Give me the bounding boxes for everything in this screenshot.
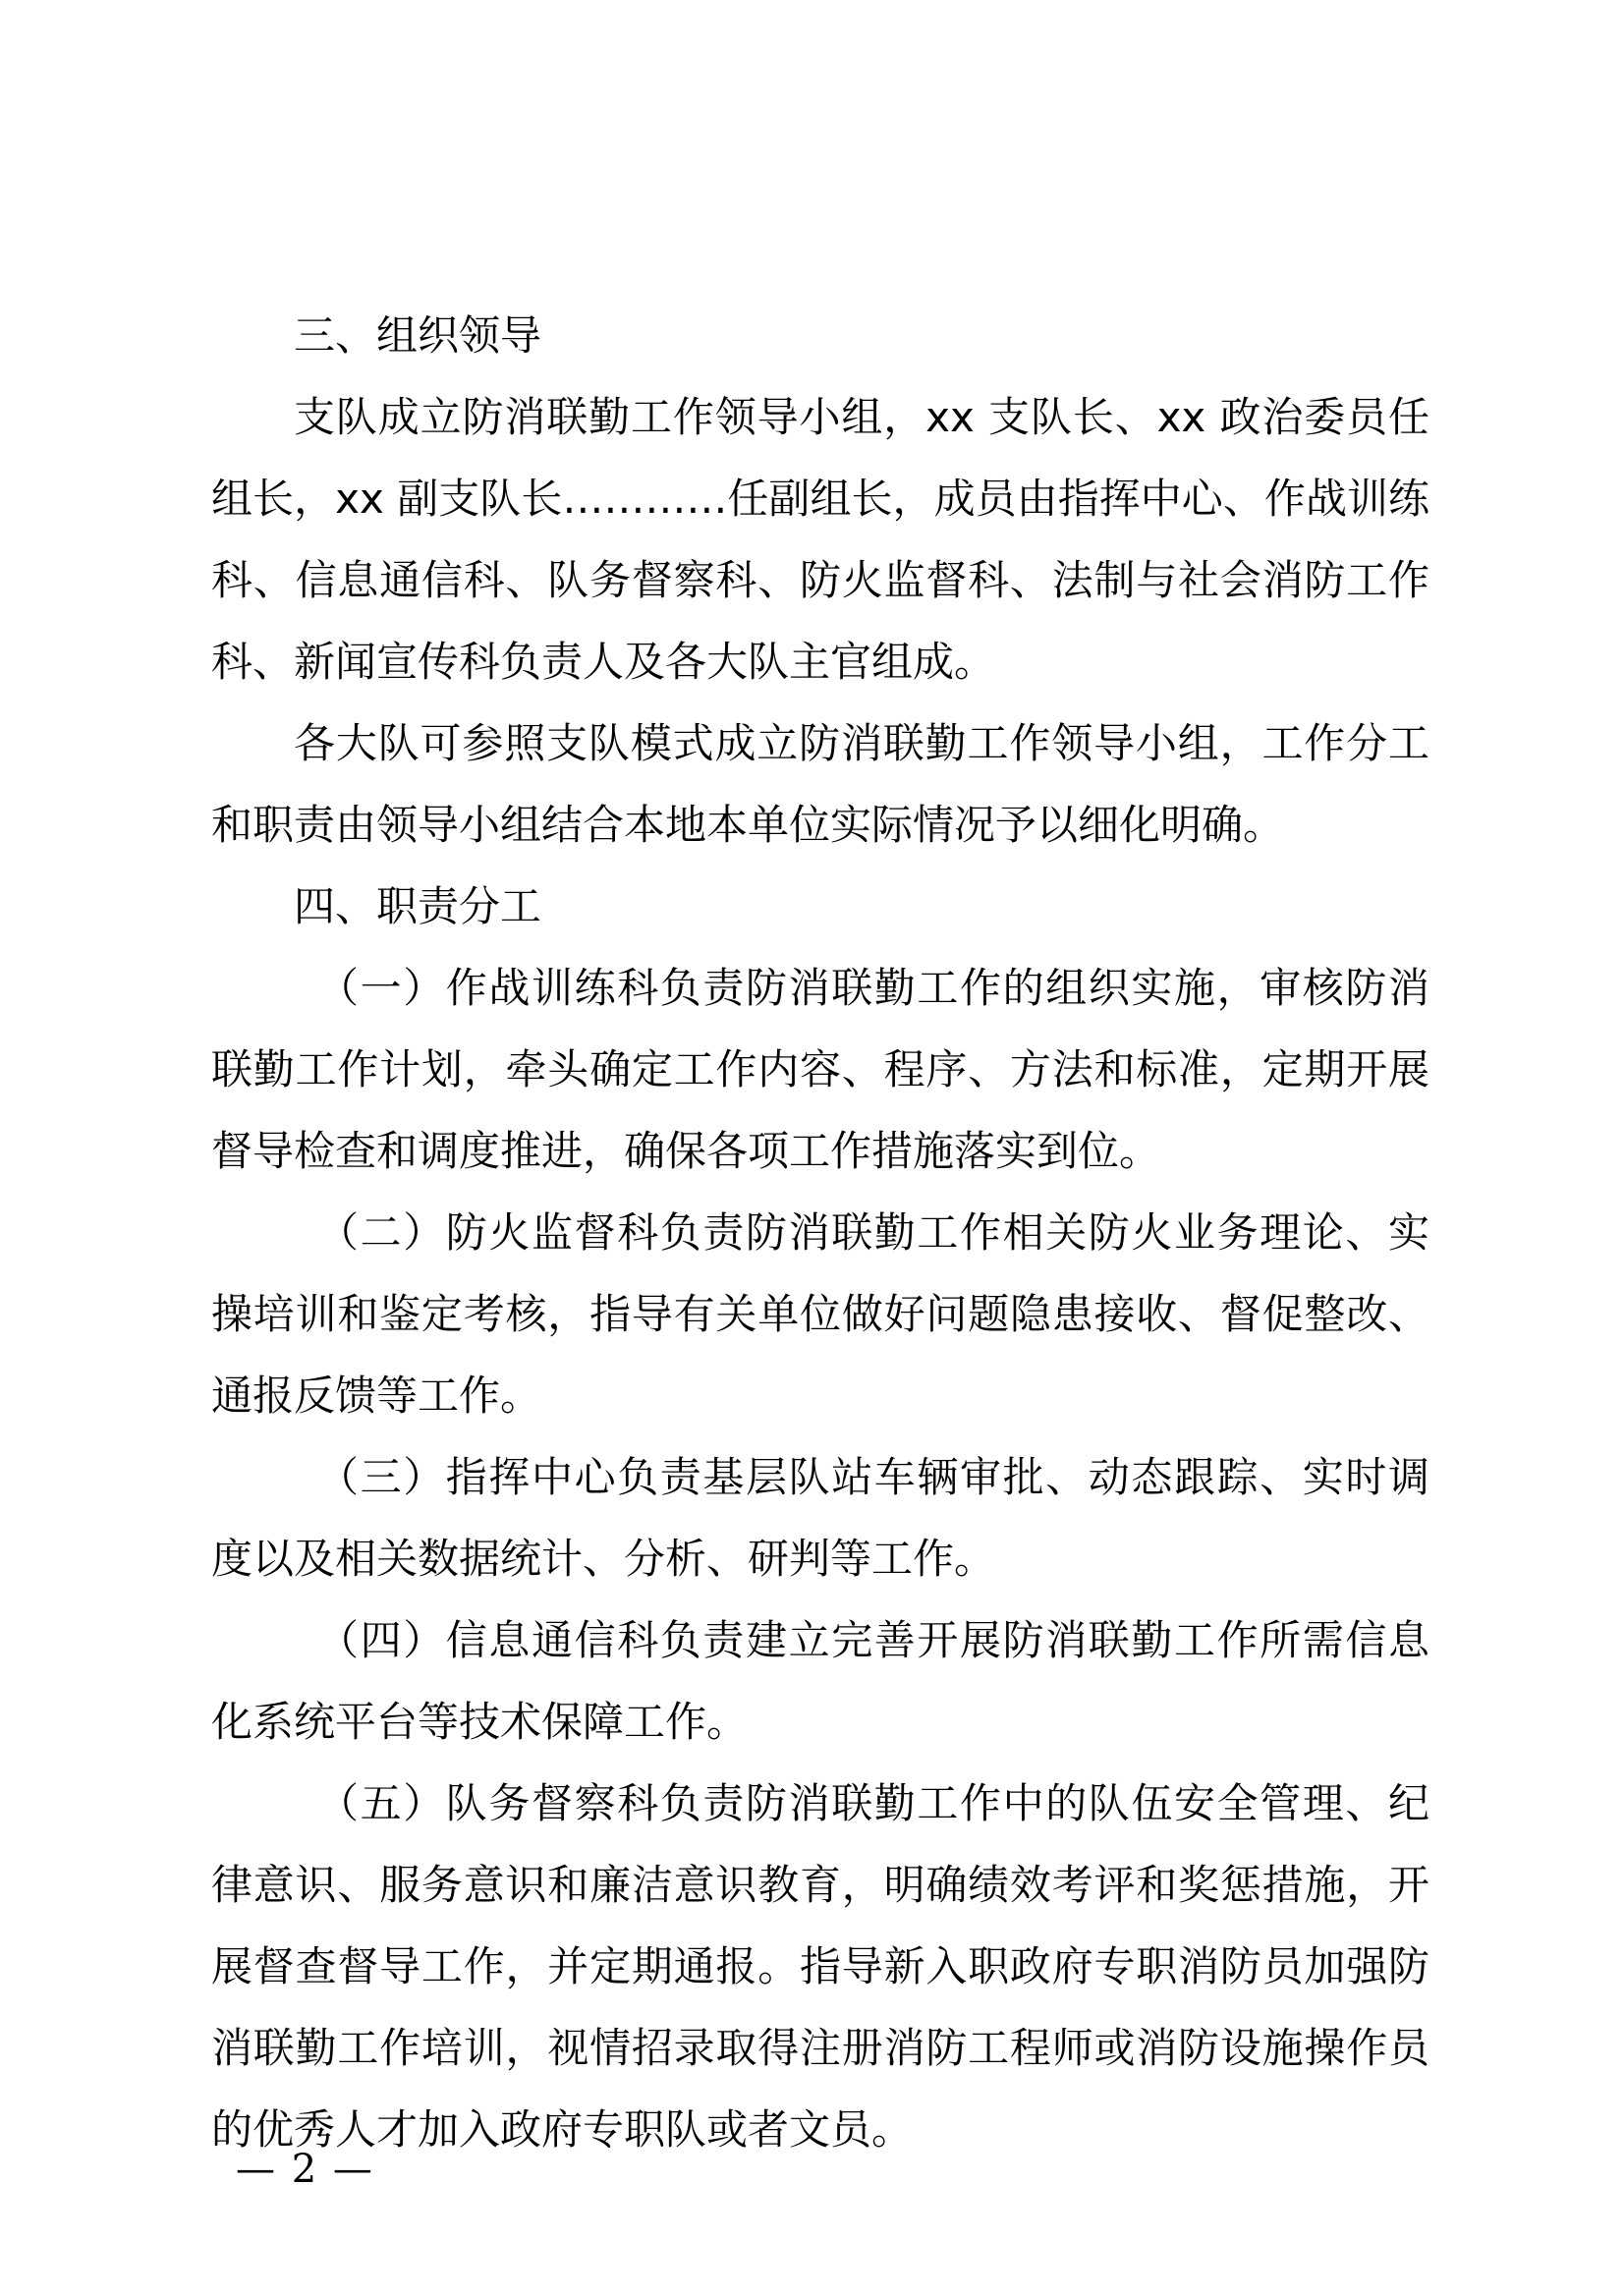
page-number: — 2 — xyxy=(236,2147,374,2192)
duty-item-2: （二）防火监督科负责防消联勤工作相关防火业务理论、实操培训和鉴定考核，指导有关单位做好问题隐患接收、督促整改、通报反馈等工作。 xyxy=(211,1208,1429,1420)
document-body xyxy=(211,295,1429,2170)
paragraph-leading-group: 支队成立防消联勤工作领导小组，xx 支队长、xx 政治委员任组长，xx 副支队长…………任副组长，成员由指挥中心、作战训练科、信息通信科、队务督察科、防火监督科、法制与社会消防工作科、新闻宣传科负责人及各大队主官组成。 xyxy=(211,393,1429,686)
duty-item-3: （三）指挥中心负责基层队站车辆审批、动态跟踪、实时调度以及相关数据统计、分析、研判等工作。 xyxy=(211,1453,1429,1583)
duty-item-1: （一）作战训练科负责防消联勤工作的组织实施，审核防消联勤工作计划，牵头确定工作内容、程序、方法和标准，定期开展督导检查和调度推进，确保各项工作措施落实到位。 xyxy=(211,964,1429,1175)
paragraph-brigade-reference: 各大队可参照支队模式成立防消联勤工作领导小组，工作分工和职责由领导小组结合本地本单位实际情况予以细化明确。 xyxy=(211,719,1429,849)
duty-item-5: （五）队务督察科负责防消联勤工作中的队伍安全管理、纪律意识、服务意识和廉洁意识教育，明确绩效考评和奖惩措施，开展督查督导工作，并定期通报。指导新入职政府专职消防员加强防消联勤工作培训，视情招录取得注册消防工程师或消防设施操作员的优秀人才加入政府专职队或者文员。 xyxy=(211,1779,1429,2154)
section-heading-duties: 四、职责分工 xyxy=(294,882,542,930)
section-heading-organization: 三、组织领导 xyxy=(294,311,542,360)
duty-item-4: （四）信息通信科负责建立完善开展防消联勤工作所需信息化系统平台等技术保障工作。 xyxy=(211,1616,1429,1746)
